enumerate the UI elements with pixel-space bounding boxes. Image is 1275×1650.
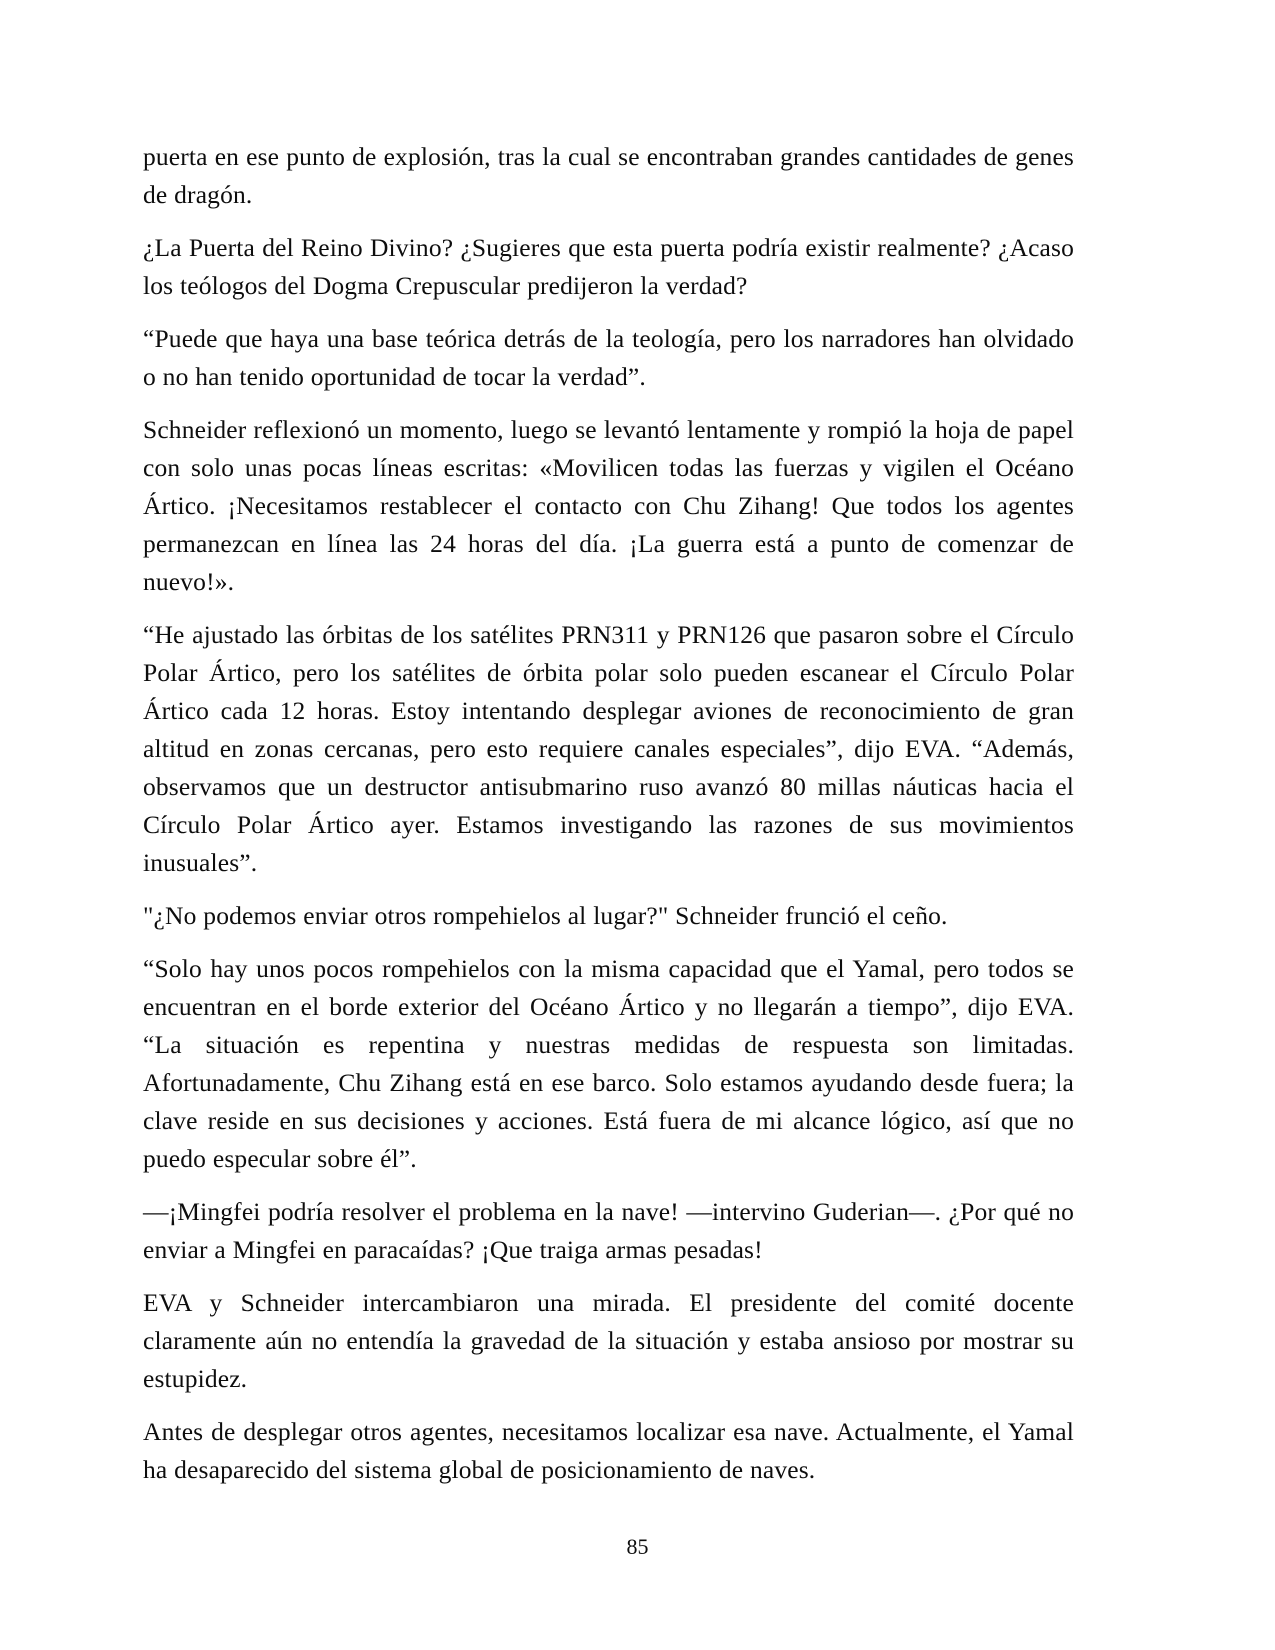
paragraph-10: Antes de desplegar otros agentes, necesitamos localizar esa nave. Actualmente, el Yamal ha desaparecido del sistema global de posicionamiento de naves. <box>143 1417 1074 1484</box>
paragraph-8: —¡Mingfei podría resolver el problema en la nave! —intervino Guderian—. ¿Por qué no enviar a Mingfei en paracaídas? ¡Que traiga armas pesadas! <box>143 1197 1074 1264</box>
paragraph-2: ¿La Puerta del Reino Divino? ¿Sugieres que esta puerta podría existir realmente? ¿Acaso los teólogos del Dogma Crepuscular predijeron la verdad? <box>143 233 1074 300</box>
paragraph-3: “Puede que haya una base teórica detrás de la teología, pero los narradores han olvidado o no han tenido oportunidad de tocar la verdad”. <box>143 324 1074 391</box>
page-number: 85 <box>626 1534 649 1559</box>
paragraph-1: puerta en ese punto de explosión, tras la cual se encontraban grandes cantidades de genes de dragón. <box>143 142 1074 209</box>
paragraph-7: “Solo hay unos pocos rompehielos con la misma capacidad que el Yamal, pero todos se encuentran en el borde exterior del Océano Ártico y no llegarán a tiempo”, dijo EVA. “La situación es repentina y nuestras medidas de respuesta son limitadas. Afortunadamente, Chu Zihang está en ese barco. Solo estamos ayudando desde fuera; la clave reside en sus decisiones y acciones. Está fuera de mi alcance lógico, así que no puedo especular sobre él”. <box>143 954 1074 1173</box>
paragraph-4: Schneider reflexionó un momento, luego se levantó lentamente y rompió la hoja de papel con solo unas pocas líneas escritas: «Movilicen todas las fuerzas y vigilen el Océano Ártico. ¡Necesitamos restablecer el contacto con Chu Zihang! Que todos los agentes permanezcan en línea las 24 horas del día. ¡La guerra está a punto de comenzar de nuevo!». <box>143 415 1074 596</box>
body-text-column <box>143 138 1074 1489</box>
paragraph-5: “He ajustado las órbitas de los satélites PRN311 y PRN126 que pasaron sobre el Círculo Polar Ártico, pero los satélites de órbita polar solo pueden escanear el Círculo Polar Ártico cada 12 horas. Estoy intentando desplegar aviones de reconocimiento de gran altitud en zonas cercanas, pero esto requiere canales especiales”, dijo EVA. “Además, observamos que un destructor antisubmarino ruso avanzó 80 millas náuticas hacia el Círculo Polar Ártico ayer. Estamos investigando las razones de sus movimientos inusuales”. <box>143 620 1074 877</box>
paragraph-6: "¿No podemos enviar otros rompehielos al lugar?" Schneider frunció el ceño. <box>143 901 948 930</box>
paragraph-9: EVA y Schneider intercambiaron una mirada. El presidente del comité docente claramente aún no entendía la gravedad de la situación y estaba ansioso por mostrar su estupidez. <box>143 1288 1074 1393</box>
